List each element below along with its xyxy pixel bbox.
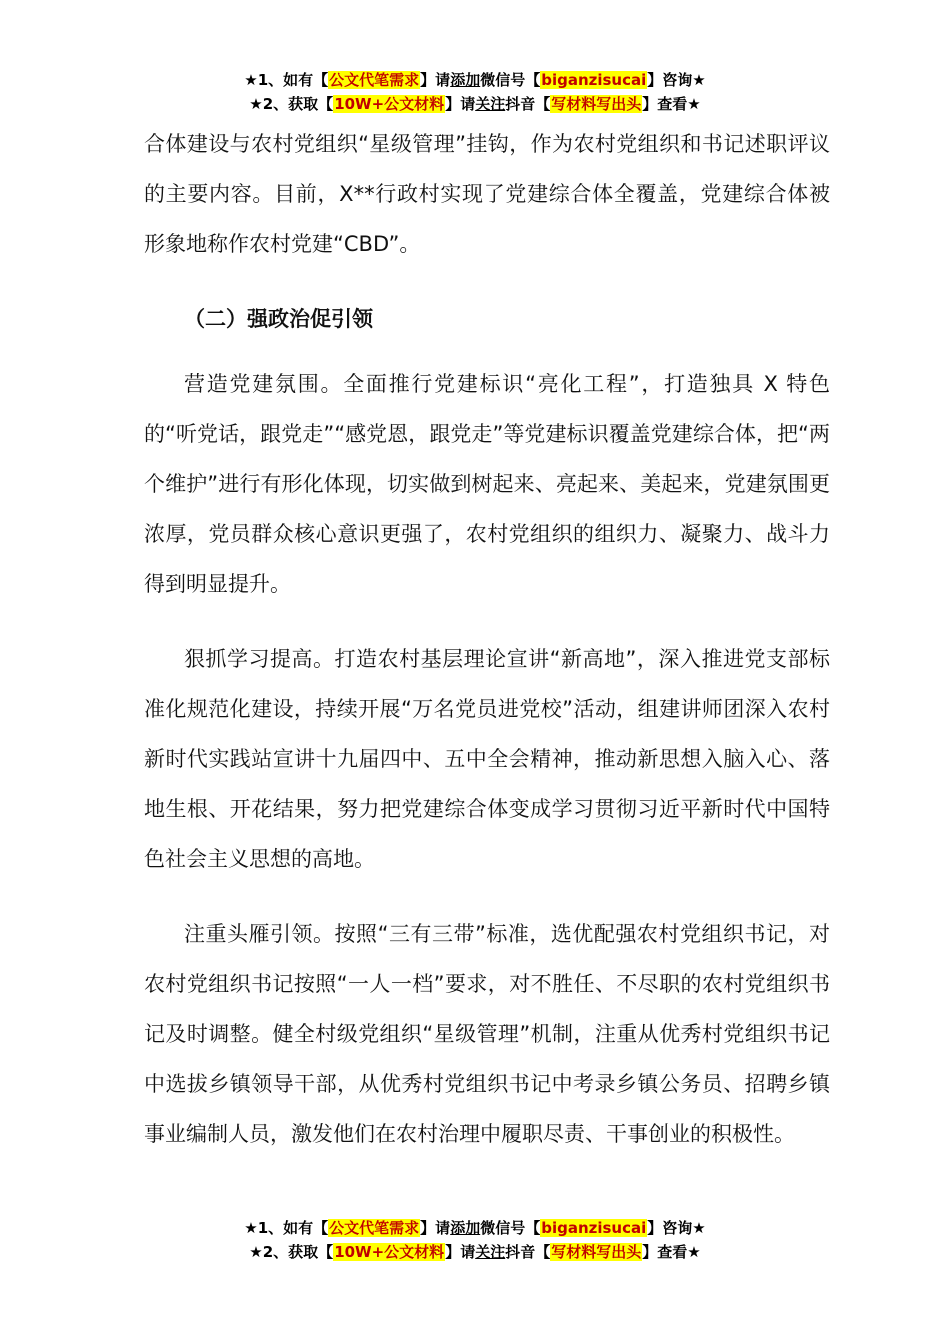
banner-highlight: 公文代笔需求 [329,1219,420,1237]
banner-text: 】请 [420,1219,451,1237]
paragraph-continuation: 合体建设与农村党组织“星级管理”挂钩，作为农村党组织和书记述职评议的主要内容。目前，X**行政村实现了党建综合体全覆盖，党建综合体被形象地称作农村党建“CBD”。 [144,132,830,256]
banner-line-1 [0,68,950,92]
banner-text: 抖音【 [505,95,551,113]
banner-text: 】查看★ [642,1243,701,1261]
banner-highlight: 10W+公文材料 [334,95,445,113]
spacer [144,884,830,909]
banner-text: 】咨询★ [647,71,706,89]
banner-highlight: 写材料写出头 [551,1243,642,1261]
section-heading: （二）强政治促引领 [184,307,373,331]
banner-text: 】请 [445,1243,476,1261]
banner-underline: 添加 [450,1219,481,1237]
banner-line-2 [0,1240,950,1264]
banner-text: 微信号【 [480,71,541,89]
banner-text: 】请 [445,95,476,113]
banner-highlight: 写材料写出头 [551,95,642,113]
banner-underline: 关注 [475,95,506,113]
paragraph-study: 狠抓学习提高。打造农村基层理论宣讲“新高地”，深入推进党支部标准化规范化建设，持续开展“万名党员进党校”活动，组建讲师团深入农村新时代实践站宣讲十九届四中、五中全会精神，推动新思想入脑入心、落地生根、开花结果，努力把党建综合体变成学习贯彻习近平新时代中国特色社会主义思想的高地。 [144,647,830,871]
banner-line-2 [0,92,950,116]
banner-highlight: 10W+公文材料 [334,1243,445,1261]
banner-text: ★2、获取【 [249,1243,334,1261]
banner-text: 】查看★ [642,95,701,113]
spacer [144,269,830,294]
banner-text: ★1、如有【 [244,1219,329,1237]
header-banner [0,68,950,116]
banner-text: 抖音【 [505,1243,551,1261]
banner-highlight: biganzisucai [541,71,647,89]
banner-text: 微信号【 [480,1219,541,1237]
banner-text: ★2、获取【 [249,95,334,113]
banner-highlight: biganzisucai [541,1219,647,1237]
banner-underline: 添加 [450,71,481,89]
banner-underline: 关注 [475,1243,506,1261]
banner-text: ★1、如有【 [244,71,329,89]
document-body [144,119,830,1159]
paragraph-atmosphere: 营造党建氛围。全面推行党建标识“亮化工程”，打造独具 X 特色的“听党话，跟党走”“感党恩，跟党走”等党建标识覆盖党建综合体，把“两个维护”进行有形化体现，切实做到树起来、亮起来、美起来，党建氛围更浓厚，党员群众核心意识更强了，农村党组织的组织力、凝聚力、战斗力得到明显提升。 [144,372,830,596]
banner-text: 】请 [420,71,451,89]
spacer [144,344,830,359]
banner-text: 】咨询★ [647,1219,706,1237]
banner-line-1 [0,1216,950,1240]
footer-banner [0,1216,950,1264]
paragraph-leadership: 注重头雁引领。按照“三有三带”标准，选优配强农村党组织书记，对农村党组织书记按照“一人一档”要求，对不胜任、不尽职的农村党组织书记及时调整。健全村级党组织“星级管理”机制，注重从优秀村党组织书记中选拔乡镇领导干部，从优秀村党组织书记中考录乡镇公务员、招聘乡镇事业编制人员，激发他们在农村治理中履职尽责、干事创业的积极性。 [144,922,830,1146]
banner-highlight: 公文代笔需求 [329,71,420,89]
spacer [144,609,830,634]
